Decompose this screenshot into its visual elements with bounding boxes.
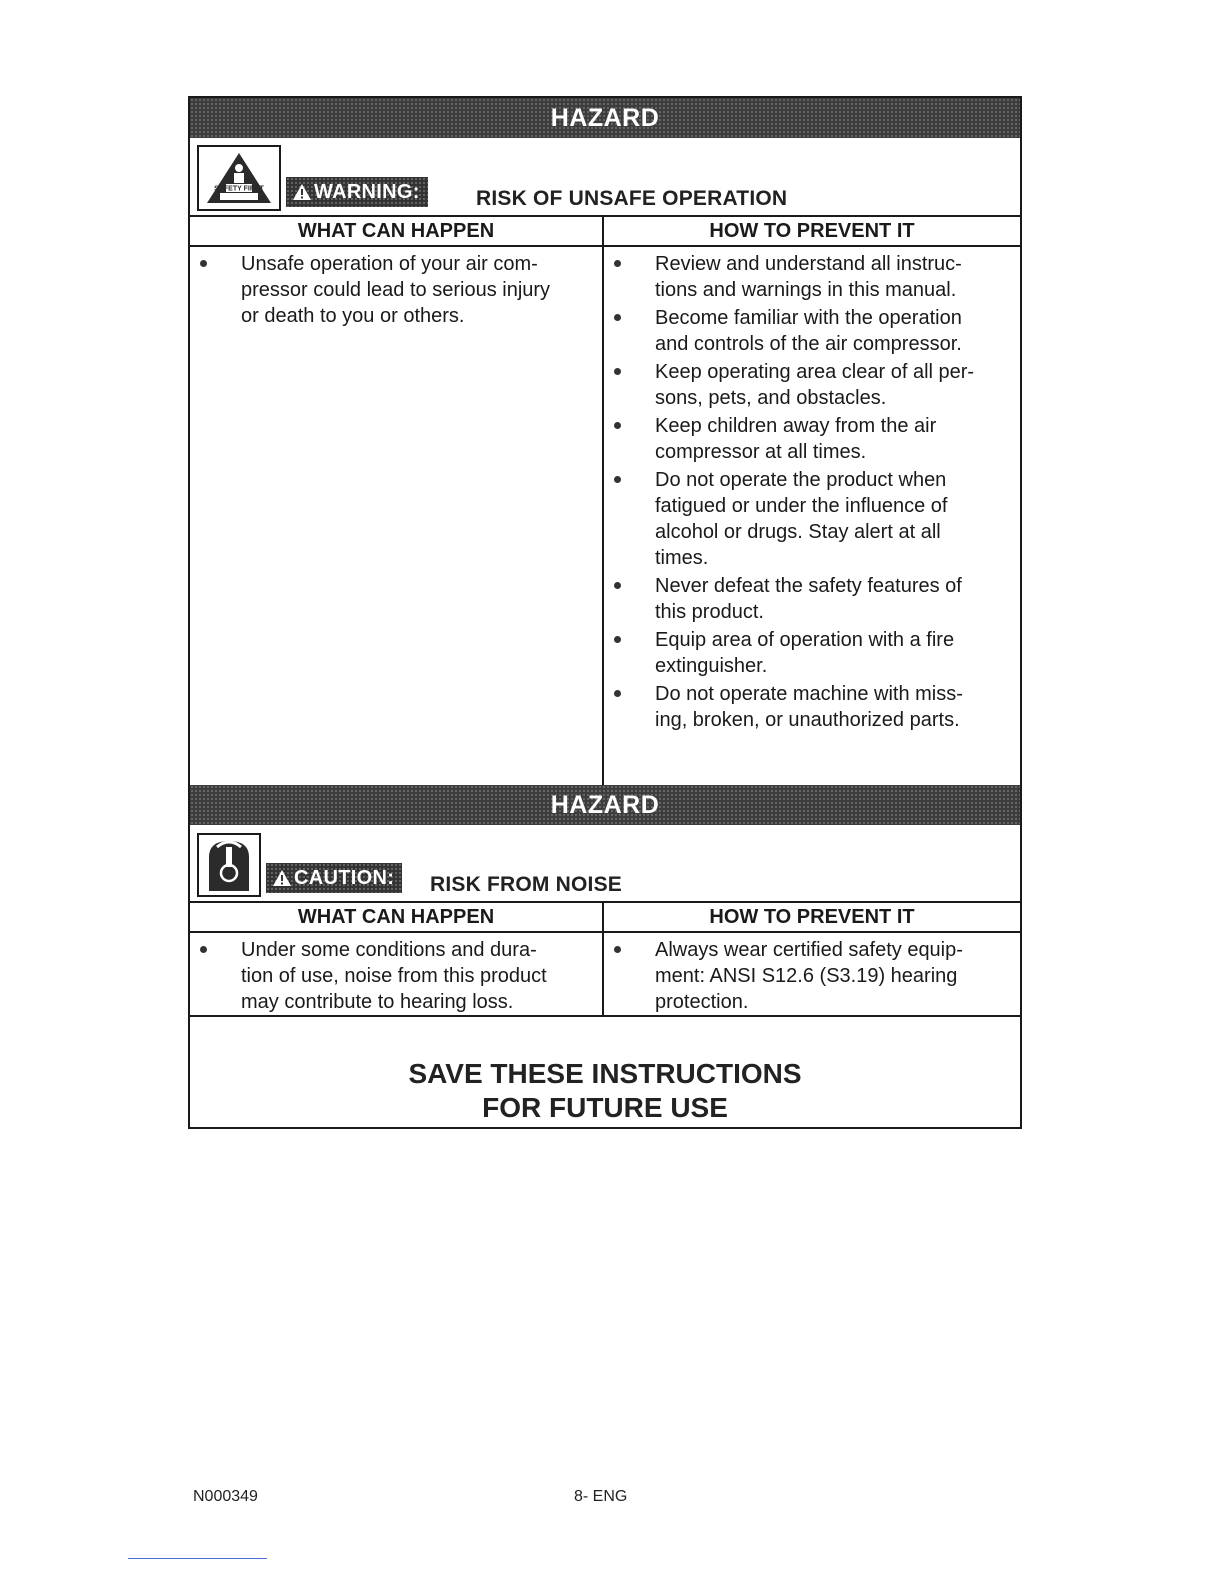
document-code: N000349: [193, 1488, 258, 1505]
caution-signal-word: [266, 863, 402, 893]
what-can-happen-heading: WHAT CAN HAPPEN: [190, 217, 604, 245]
list-item: [190, 937, 602, 1015]
page-number: 8- ENG: [574, 1488, 628, 1505]
bullet-icon: [614, 260, 621, 267]
warning-label: WARNING:: [314, 180, 420, 203]
save-instructions-line2: FOR FUTURE USE: [482, 1092, 728, 1123]
list-item-text: Review and understand all instruc- tions and warnings in this manual.: [655, 253, 962, 301]
list-item: [604, 573, 1020, 625]
list-item: [604, 359, 1020, 411]
ear-muffs-icon: [203, 837, 255, 893]
list-item-text: Do not operate machine with miss- ing, broken, or unauthorized parts.: [655, 683, 963, 731]
what-can-happen-list: [190, 937, 602, 1015]
bullet-icon: [614, 314, 621, 321]
how-to-prevent-heading: HOW TO PREVENT IT: [709, 219, 915, 242]
list-item-text: Keep operating area clear of all per- sons, pets, and obstacles.: [655, 361, 975, 409]
bullet-icon: [200, 260, 207, 267]
how-to-prevent-heading: HOW TO PREVENT IT: [709, 905, 915, 928]
risk-title: RISK FROM NOISE: [430, 873, 623, 896]
list-item-text: Keep children away from the air compressor at all times.: [655, 415, 937, 463]
list-item-text: Never defeat the safety features of this product.: [655, 575, 962, 623]
list-item: [604, 681, 1020, 733]
risk-header-noise: [190, 825, 1020, 903]
hearing-protection-icon: [197, 833, 261, 897]
hazard-content: [190, 933, 1020, 1015]
risk-header-unsafe-operation: [190, 138, 1020, 217]
bullet-icon: [614, 946, 621, 953]
alert-triangle-icon: [292, 183, 312, 201]
list-item-text: Become familiar with the operation and controls of the air compressor.: [655, 307, 962, 355]
save-instructions-line1: SAVE THESE INSTRUCTIONS: [408, 1058, 802, 1089]
column-headings: [190, 217, 1020, 247]
caution-label: CAUTION:: [294, 866, 395, 889]
warning-signal-word: [286, 177, 428, 207]
what-can-happen-heading: WHAT CAN HAPPEN: [190, 903, 604, 931]
alert-triangle-icon: [272, 869, 292, 887]
list-item: [604, 413, 1020, 465]
list-item: [190, 251, 602, 329]
bullet-icon: [614, 476, 621, 483]
safety-first-icon: [197, 145, 281, 211]
bullet-icon: [614, 422, 621, 429]
bullet-icon: [200, 946, 207, 953]
list-item-text: Under some conditions and dura- tion of use, noise from this product may contribute to hearing loss.: [241, 939, 547, 1013]
list-item: [604, 305, 1020, 357]
list-item: [604, 467, 1020, 571]
list-item-text: Equip area of operation with a fire extinguisher.: [655, 629, 955, 677]
column-headings: [190, 903, 1020, 933]
list-item-text: Unsafe operation of your air com- pressor could lead to serious injury or death to you or others.: [241, 253, 551, 327]
how-to-prevent-list: [604, 937, 1020, 1015]
bullet-icon: [614, 636, 621, 643]
safety-first-icon-graphic: [204, 150, 274, 206]
list-item-text: Do not operate the product when fatigued or under the influence of alcohol or drugs. Stay alert at all times.: [655, 469, 948, 569]
hazard-banner: HAZARD: [190, 785, 1020, 825]
safety-icon-label: SAFETY FIRST: [214, 185, 264, 193]
what-can-happen-list: [190, 251, 602, 329]
list-item: [604, 937, 1020, 1015]
bullet-icon: [614, 582, 621, 589]
list-item: [604, 627, 1020, 679]
link-underline: [128, 1558, 267, 1559]
save-instructions-box: [190, 1015, 1020, 1127]
risk-title: RISK OF UNSAFE OPERATION: [476, 187, 788, 210]
list-item-text: Always wear certified safety equip- ment: ANSI S12.6 (S3.19) hearing protection.: [655, 939, 963, 1013]
list-item: [604, 251, 1020, 303]
bullet-icon: [614, 368, 621, 375]
bullet-icon: [614, 690, 621, 697]
hazard-banner: HAZARD: [190, 98, 1020, 138]
hazard-panel: [188, 96, 1022, 1129]
how-to-prevent-list: [604, 251, 1020, 733]
hazard-content: [190, 247, 1020, 785]
